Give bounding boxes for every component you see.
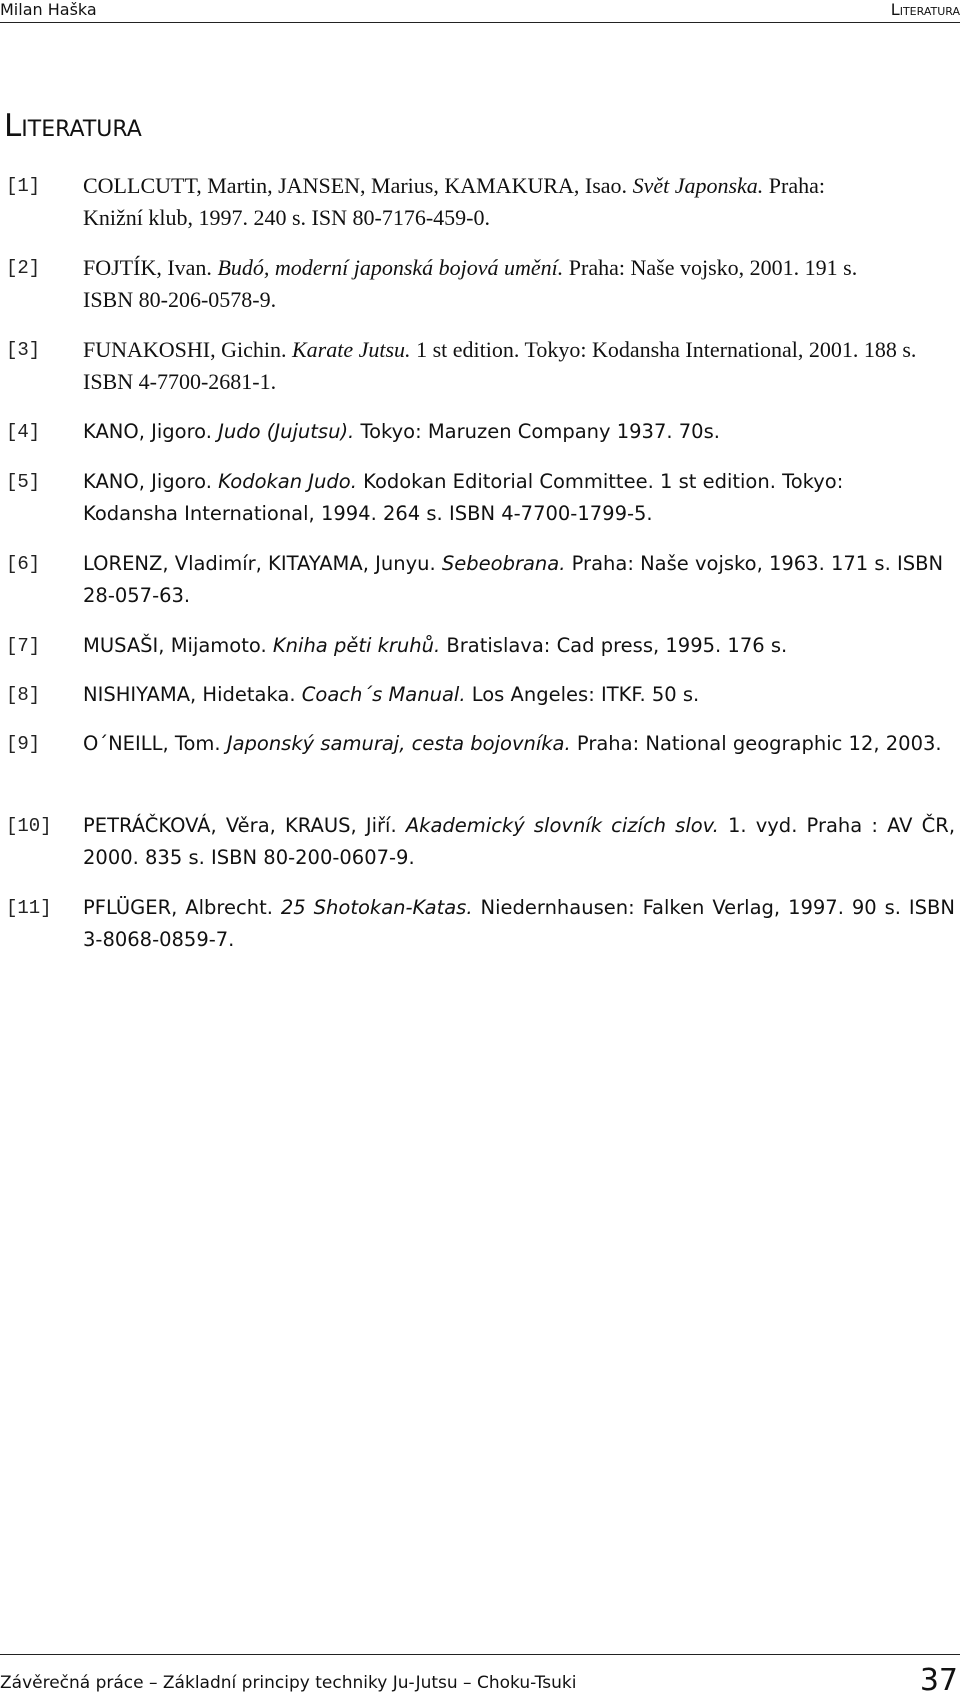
reference-title: Sebeobrana. bbox=[441, 552, 566, 575]
reference-authors: O´NEILL, Tom. bbox=[83, 732, 221, 755]
reference-authors: NISHIYAMA, Hidetaka. bbox=[83, 683, 296, 706]
reference-publication: Praha: National geographic 12, 2003. bbox=[576, 732, 942, 755]
reference-title: Kniha pěti kruhů. bbox=[272, 634, 441, 657]
reference-text bbox=[83, 630, 955, 662]
reference-number: [3] bbox=[6, 339, 41, 361]
reference-publication: Praha: Naše vojsko, 2001. 191 s. ISBN 80-206-0578-9. bbox=[83, 255, 858, 312]
reference-title: Kodokan Judo. bbox=[218, 470, 357, 493]
reference-authors: PFLÜGER, Albrecht. bbox=[83, 896, 273, 919]
reference-publication: Bratislava: Cad press, 1995. 176 s. bbox=[446, 634, 788, 657]
reference-number: [8] bbox=[6, 684, 41, 706]
reference-text bbox=[83, 170, 883, 234]
reference-publication: Niedernhausen: Falken Verlag, 1997. 90 s. ISBN 3-8068-0859-7. bbox=[83, 896, 956, 951]
header-chapter: Literatura bbox=[890, 0, 960, 19]
reference-authors: FUNAKOSHI, Gichin. bbox=[83, 337, 287, 362]
reference-number: [2] bbox=[6, 257, 41, 279]
reference-text bbox=[83, 728, 955, 760]
footer-thesis-title: Závěrečná práce – Základní principy techniky Ju-Jutsu – Choku-Tsuki bbox=[0, 1673, 577, 1693]
reference-authors: KANO, Jigoro. bbox=[83, 470, 212, 493]
reference-text bbox=[83, 679, 955, 711]
reference-number: [7] bbox=[6, 635, 41, 657]
reference-title: Budó, moderní japonská bojová umění. bbox=[217, 255, 564, 280]
reference-title: Coach´s Manual. bbox=[301, 683, 466, 706]
reference-title: Svět Japonska. bbox=[632, 173, 764, 198]
reference-title: 25 Shotokan-Katas. bbox=[280, 896, 473, 919]
reference-authors: PETRÁČKOVÁ, Věra, KRAUS, Jiří. bbox=[83, 814, 397, 837]
reference-number: [10] bbox=[6, 815, 52, 837]
section-title: Literatura bbox=[4, 108, 142, 144]
reference-number: [11] bbox=[6, 897, 52, 919]
reference-authors: FOJTÍK, Ivan. bbox=[83, 255, 212, 280]
reference-authors: KANO, Jigoro. bbox=[83, 420, 212, 443]
reference-title: Japonský samuraj, cesta bojovníka. bbox=[226, 732, 571, 755]
reference-text bbox=[83, 466, 913, 530]
page-footer bbox=[0, 1654, 960, 1697]
header-author: Milan Haška bbox=[0, 0, 97, 19]
reference-number: [9] bbox=[6, 733, 41, 755]
reference-text bbox=[83, 548, 955, 612]
reference-authors: LORENZ, Vladimír, KITAYAMA, Junyu. bbox=[83, 552, 436, 575]
reference-number: [1] bbox=[6, 175, 41, 197]
reference-title: Judo (Jujutsu). bbox=[218, 420, 355, 443]
reference-text bbox=[83, 810, 955, 874]
reference-title: Karate Jutsu. bbox=[292, 337, 411, 362]
page-number: 37 bbox=[919, 1663, 958, 1698]
reference-title: Akademický slovník cizích slov. bbox=[405, 814, 719, 837]
reference-number: [4] bbox=[6, 421, 41, 443]
reference-publication: Los Angeles: ITKF. 50 s. bbox=[471, 683, 700, 706]
reference-number: [6] bbox=[6, 553, 41, 575]
reference-text bbox=[83, 252, 883, 316]
reference-publication: 1. vyd. Praha : AV ČR, 2000. 835 s. ISBN 80-200-0607-9. bbox=[83, 814, 956, 869]
reference-text bbox=[83, 334, 923, 398]
reference-publication: Tokyo: Maruzen Company 1937. 70s. bbox=[360, 420, 720, 443]
reference-publication: Praha: Naše vojsko, 1963. 171 s. ISBN 28-057-63. bbox=[83, 552, 944, 607]
reference-authors: MUSAŠI, Mijamoto. bbox=[83, 634, 267, 657]
reference-publication: Kodokan Editorial Committee. 1 st edition. Tokyo: Kodansha International, 1994. 264 s. ISBN 4-7700-1799-5. bbox=[83, 470, 844, 525]
reference-text bbox=[83, 416, 955, 448]
reference-publication: 1 st edition. Tokyo: Kodansha International, 2001. 188 s. ISBN 4-7700-2681-1. bbox=[83, 337, 917, 394]
reference-text bbox=[83, 892, 955, 956]
reference-number: [5] bbox=[6, 471, 41, 493]
reference-authors: COLLCUTT, Martin, JANSEN, Marius, KAMAKURA, Isao. bbox=[83, 173, 628, 198]
reference-publication: Praha: Knižní klub, 1997. 240 s. ISN 80-7176-459-0. bbox=[83, 173, 825, 230]
